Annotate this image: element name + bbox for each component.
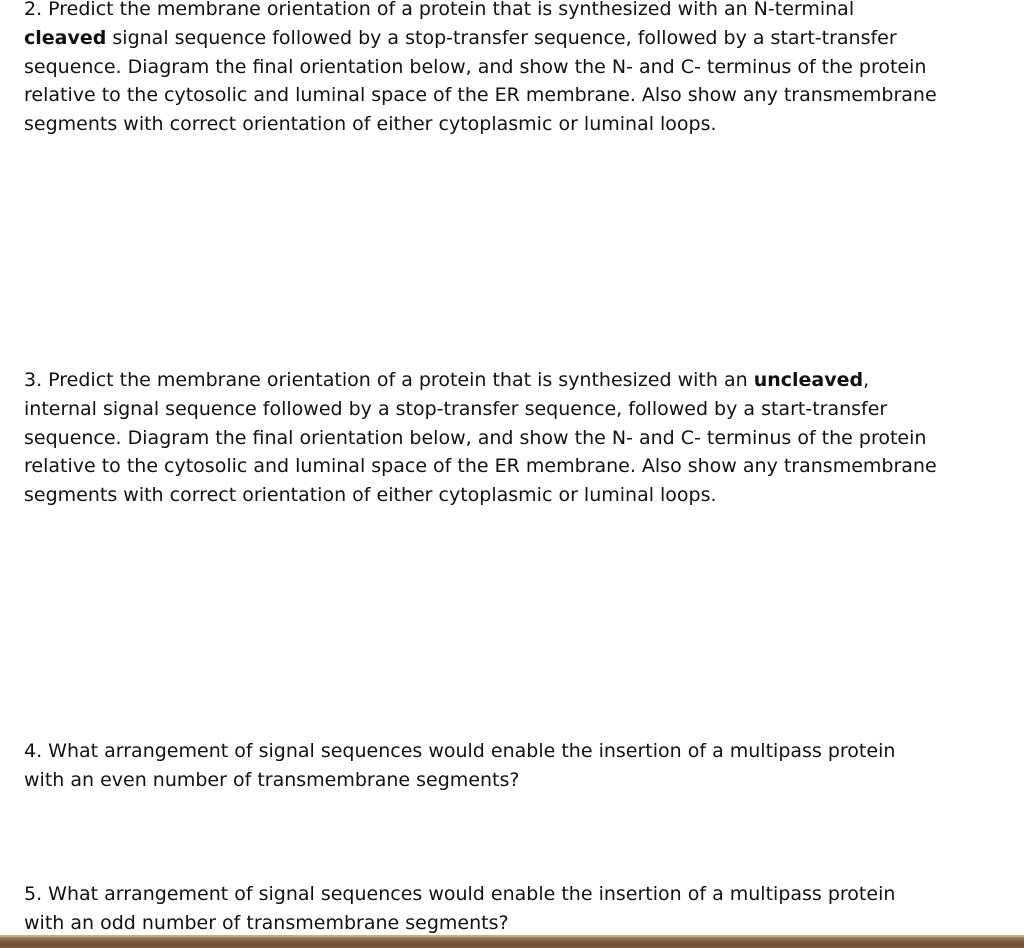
- page-bottom-edge-highlight: [0, 935, 1024, 937]
- question-line: [24, 366, 1014, 395]
- question-line: [24, 0, 1014, 24]
- question-line: [24, 880, 1014, 909]
- text-segment: 4. What arrangement of signal sequences would enable the insertion of a multipass protein: [24, 740, 896, 762]
- question-line: [24, 766, 1014, 795]
- question-5: [24, 880, 1014, 938]
- question-line: [24, 481, 1014, 510]
- text-segment: with an odd number of transmembrane segments?: [24, 911, 509, 934]
- question-line: [24, 53, 1014, 82]
- text-segment: internal signal sequence followed by a stop-transfer sequence, followed by a start-transfer: [24, 397, 888, 420]
- text-segment: sequence. Diagram the final orientation below, and show the N- and C- terminus of the protein: [24, 426, 927, 449]
- text-segment: relative to the cytosolic and luminal space of the ER membrane. Also show any transmembrane: [24, 84, 937, 107]
- question-line: [24, 737, 1014, 766]
- question-line: [24, 81, 1014, 110]
- question-line: [24, 110, 1014, 139]
- text-segment: sequence. Diagram the final orientation below, and show the N- and C- terminus of the protein: [24, 55, 927, 78]
- text-segment: relative to the cytosolic and luminal space of the ER membrane. Also show any transmembrane: [24, 455, 937, 478]
- text-segment: ,: [863, 369, 870, 391]
- question-line: [24, 909, 1014, 938]
- bold-text-segment: uncleaved: [753, 369, 864, 391]
- question-4: [24, 737, 1014, 795]
- question-2: [24, 0, 1014, 139]
- text-segment: 5. What arrangement of signal sequences would enable the insertion of a multipass protein: [24, 883, 896, 905]
- question-3: [24, 366, 1014, 510]
- text-segment: with an even number of transmembrane segments?: [24, 768, 520, 791]
- text-segment: 3. Predict the membrane orientation of a protein that is synthesized with an: [24, 369, 754, 391]
- text-segment: segments with correct orientation of either cytoplasmic or luminal loops.: [24, 113, 717, 136]
- text-segment: 2. Predict the membrane orientation of a protein that is synthesized with an N-terminal: [24, 0, 855, 20]
- question-line: [24, 452, 1014, 481]
- question-line: [24, 24, 1014, 53]
- text-segment: segments with correct orientation of either cytoplasmic or luminal loops.: [24, 484, 717, 507]
- bold-text-segment: cleaved: [24, 26, 107, 49]
- question-line: [24, 424, 1014, 453]
- question-line: [24, 395, 1014, 424]
- text-segment: signal sequence followed by a stop-transfer sequence, followed by a start-transfer: [106, 26, 897, 49]
